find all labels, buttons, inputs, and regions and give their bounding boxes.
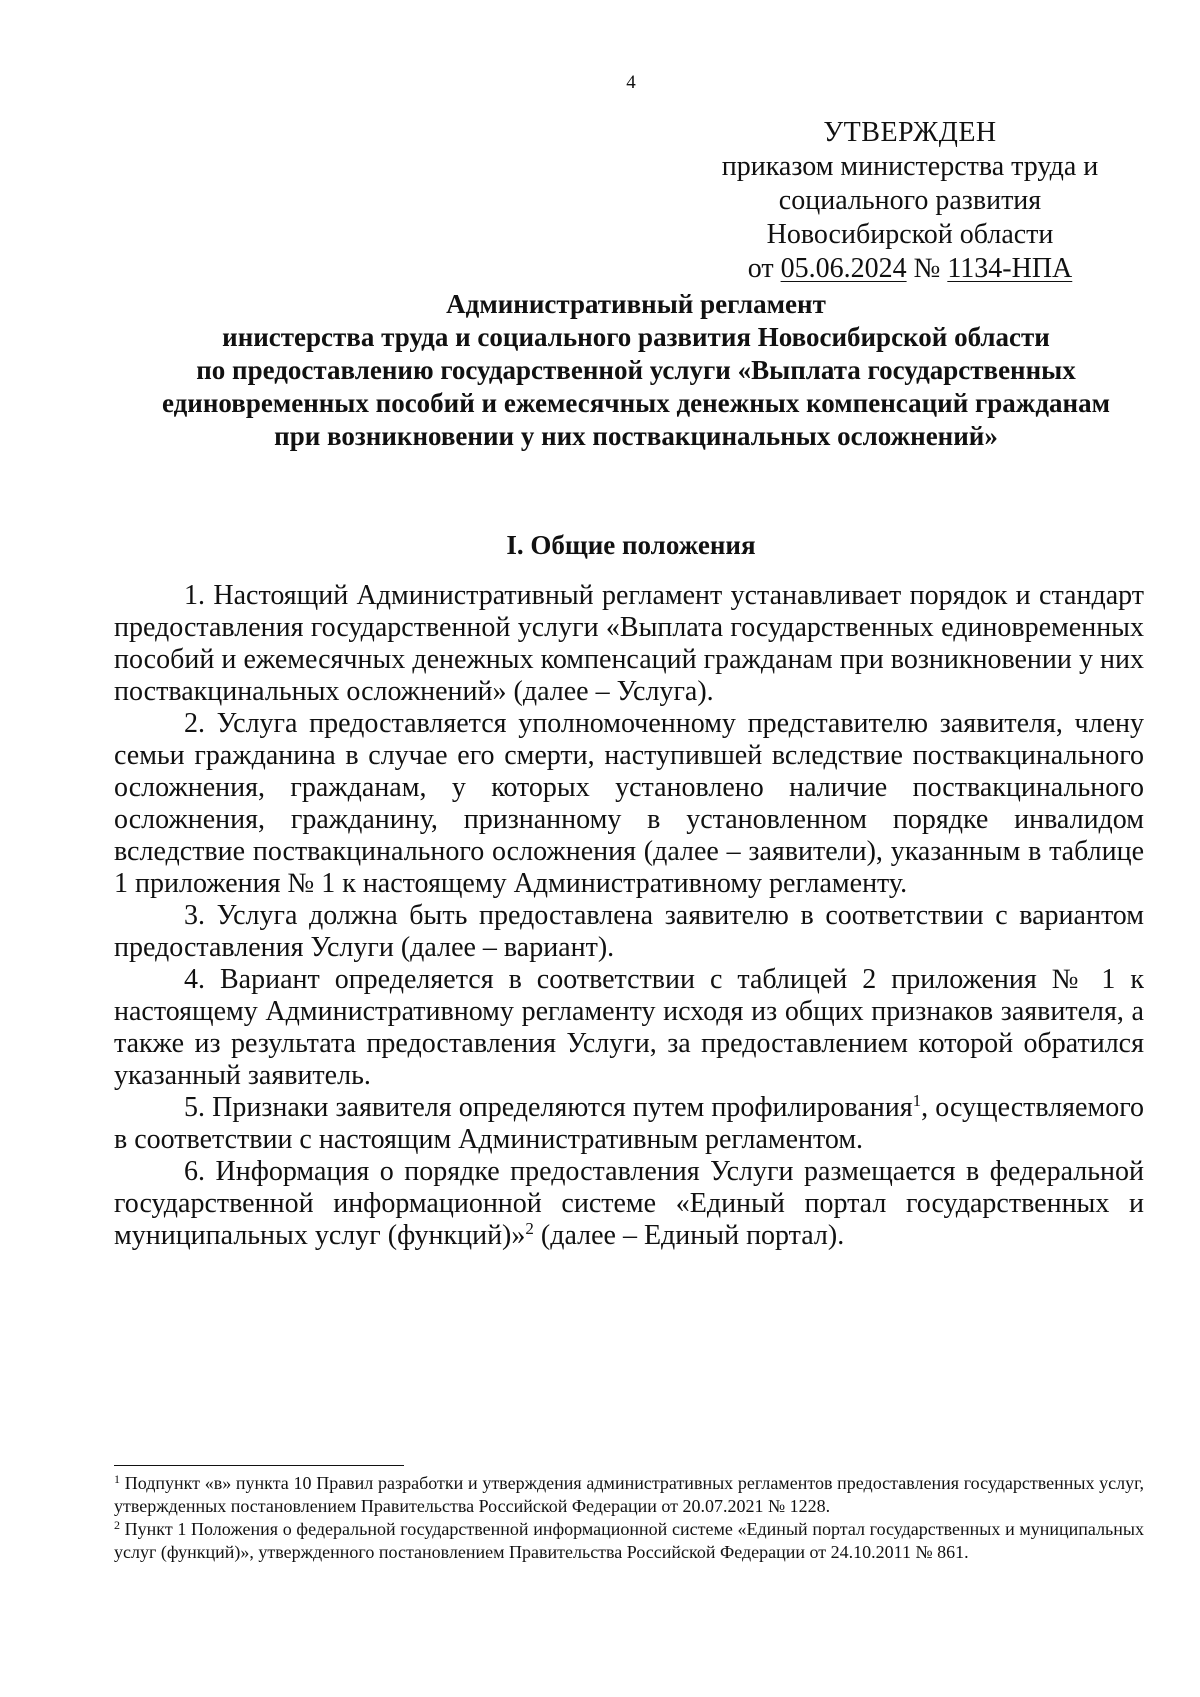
title-line: по предоставлению государственной услуги «Выплата государственных — [196, 355, 1076, 385]
footnote-ref-1: 1 — [912, 1091, 922, 1110]
footnote-mark-1: 1 — [114, 1472, 120, 1486]
approval-block — [700, 116, 1120, 286]
title-line: Административный регламент — [446, 289, 826, 319]
footnote-ref-2: 2 — [525, 1219, 534, 1238]
title-line: при возникновении у них поствакцинальных осложнений» — [274, 421, 998, 451]
approval-number: 1134-НПА — [947, 253, 1073, 284]
paragraph-5-text: 5. Признаки заявителя определяются путем профилирования — [184, 1092, 913, 1123]
footnotes — [114, 1472, 1144, 1564]
paragraph-6-tail: (далее – Единый портал). — [533, 1220, 845, 1251]
page-number: 4 — [626, 72, 636, 93]
paragraph-6-text: 6. Информация о порядке предоставления Услуги размещается в федеральной государственной информационной системе «Единый портал государственных и муниципальных услуг (функций)» — [114, 1156, 1144, 1251]
date-prefix: от — [747, 253, 781, 284]
footnote-mark-2: 2 — [114, 1518, 120, 1532]
approval-date: 05.06.2024 — [780, 253, 907, 284]
footnote-1-text: Подпункт «в» пункта 10 Правил разработки и утверждения административных регламентов предоставления государственных услуг, утвержденных постановлением Правительства Российской Федерации от 20.07.2021 № 1228. — [114, 1473, 1144, 1516]
document-title — [110, 288, 1162, 453]
body-text — [114, 580, 1144, 1252]
approval-line-3: Новосибирской области — [766, 219, 1054, 250]
paragraph-1: 1. Настоящий Административный регламент устанавливает порядок и стандарт предоставления государственной услуги «Выплата государственных единовременных пособий и ежемесячных денежных компенсаций гражданам при возникновении у них поствакцинальных осложнений» (далее – Услуга). — [114, 580, 1144, 707]
paragraph-4: 4. Вариант определяется в соответствии с таблицей 2 приложения № 1 к настоящему Административному регламенту исходя из общих признаков заявителя, а также из результата предоставления Услуги, за предоставлением которой обратился указанный заявитель. — [114, 964, 1144, 1091]
approval-line-1: приказом министерства труда и — [721, 151, 1099, 182]
number-prefix: № — [906, 253, 948, 284]
footnote-2-text: Пункт 1 Положения о федеральной государственной информационной системе «Единый портал государственных и муниципальных услуг (функций)», утвержденного постановлением Правительства Российской Федерации от 24.10.2011 № 861. — [114, 1519, 1144, 1562]
approval-stamp: УТВЕРЖДЕН — [823, 117, 997, 148]
approval-date-line — [700, 252, 1120, 286]
footnote-2 — [114, 1518, 1144, 1564]
approval-line-2: социального развития — [778, 185, 1042, 216]
paragraph-6 — [114, 1156, 1144, 1252]
footnote-separator — [114, 1465, 404, 1466]
title-line: единовременных пособий и ежемесячных денежных компенсаций гражданам — [162, 388, 1110, 418]
footnote-1 — [114, 1472, 1144, 1518]
paragraph-3: 3. Услуга должна быть предоставлена заявителю в соответствии с вариантом предоставления Услуги (далее – вариант). — [114, 900, 1144, 963]
paragraph-2: 2. Услуга предоставляется уполномоченному представителю заявителя, члену семьи гражданина в случае его смерти, наступившей вследствие поствакцинального осложнения, гражданам, у которых установлено наличие поствакцинального осложнения, гражданину, признанному в установленном порядке инвалидом вследствие поствакцинального осложнения (далее – заявители), указанным в таблице 1 приложения № 1 к настоящему Административному регламенту. — [114, 708, 1144, 899]
paragraph-5 — [114, 1092, 1144, 1156]
title-line: инистерства труда и социального развития Новосибирской области — [222, 322, 1050, 352]
section-heading: I. Общие положения — [506, 530, 756, 560]
paragraph-5-tail: , осуществляемого в соответствии с настоящим Административным регламентом. — [114, 1092, 1144, 1155]
